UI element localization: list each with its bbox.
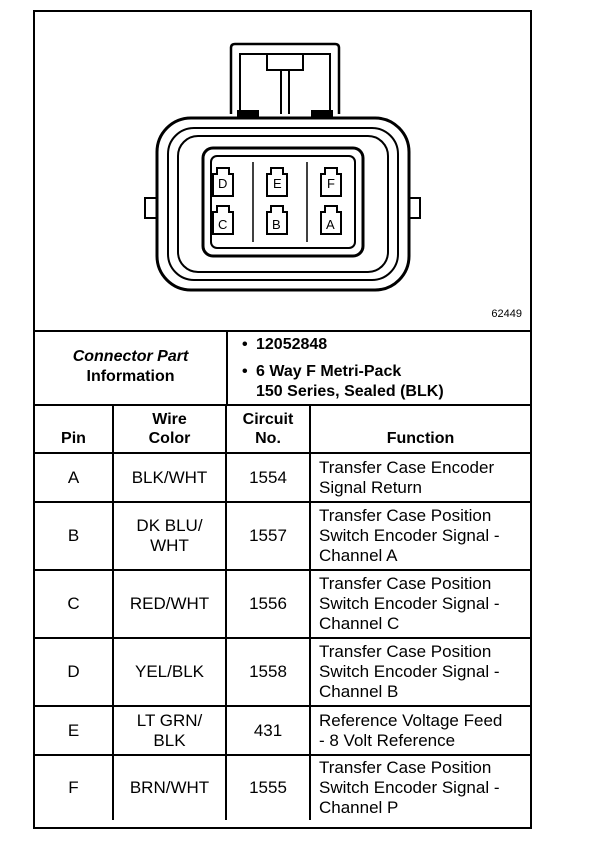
pin-label-a: A xyxy=(326,217,335,232)
pinout-table xyxy=(35,404,530,820)
wire-color-cell: LT GRN/ BLK xyxy=(113,706,226,755)
pin-label-b: B xyxy=(272,217,281,232)
pinout-header-row xyxy=(35,405,530,453)
function-cell: Transfer Case Encoder Signal Return xyxy=(310,453,530,502)
bullet-icon: • xyxy=(242,336,248,353)
wire-color-cell: RED/WHT xyxy=(113,570,226,638)
pin-cell: D xyxy=(35,638,113,706)
figure-number: 62449 xyxy=(491,308,522,320)
connector-info-frame xyxy=(33,10,532,829)
table-row xyxy=(35,706,530,755)
part-info-label xyxy=(35,330,228,404)
wire-color-cell: YEL/BLK xyxy=(113,638,226,706)
bullet-icon: • xyxy=(242,363,248,380)
wire-color-cell: BRN/WHT xyxy=(113,755,226,820)
table-row xyxy=(35,502,530,570)
connector-part-info xyxy=(35,330,530,406)
connector-type-line1: 6 Way F Metri-Pack xyxy=(256,363,402,380)
header-pin: Pin xyxy=(35,405,113,453)
circuit-cell: 1554 xyxy=(226,453,310,502)
connector-type-bullet xyxy=(242,362,444,402)
header-wire-color: Wire Color xyxy=(113,405,226,453)
table-row xyxy=(35,453,530,502)
table-row xyxy=(35,638,530,706)
pin-cell: B xyxy=(35,502,113,570)
table-row xyxy=(35,570,530,638)
pin-label-f: F xyxy=(327,176,335,191)
connector-face-illustration xyxy=(35,12,530,330)
circuit-cell: 1557 xyxy=(226,502,310,570)
circuit-cell: 1558 xyxy=(226,638,310,706)
circuit-cell: 431 xyxy=(226,706,310,755)
function-cell: Reference Voltage Feed - 8 Volt Reference xyxy=(310,706,530,755)
part-info-label-line2: Information xyxy=(86,368,175,385)
table-row xyxy=(35,755,530,820)
function-cell: Transfer Case Position Switch Encoder Signal - Channel C xyxy=(310,570,530,638)
circuit-cell: 1555 xyxy=(226,755,310,820)
function-cell: Transfer Case Position Switch Encoder Signal - Channel A xyxy=(310,502,530,570)
pin-cell: A xyxy=(35,453,113,502)
pin-cell: E xyxy=(35,706,113,755)
header-circuit-no: Circuit No. xyxy=(226,405,310,453)
pin-cell: F xyxy=(35,755,113,820)
header-function: Function xyxy=(310,405,530,453)
pin-label-c: C xyxy=(218,217,228,232)
wire-color-cell: DK BLU/ WHT xyxy=(113,502,226,570)
function-cell: Transfer Case Position Switch Encoder Signal - Channel B xyxy=(310,638,530,706)
part-info-label-line1: Connector Part xyxy=(72,348,189,365)
connector-type-line2: 150 Series, Sealed (BLK) xyxy=(256,383,444,400)
part-number-bullet xyxy=(242,335,328,355)
part-number: 12052848 xyxy=(256,336,328,353)
part-info-values xyxy=(228,330,530,404)
function-cell: Transfer Case Position Switch Encoder Signal - Channel P xyxy=(310,755,530,820)
connector-diagram xyxy=(35,12,530,332)
pin-label-d: D xyxy=(218,176,228,191)
circuit-cell: 1556 xyxy=(226,570,310,638)
pin-cell: C xyxy=(35,570,113,638)
wire-color-cell: BLK/WHT xyxy=(113,453,226,502)
pin-label-e: E xyxy=(273,176,282,191)
